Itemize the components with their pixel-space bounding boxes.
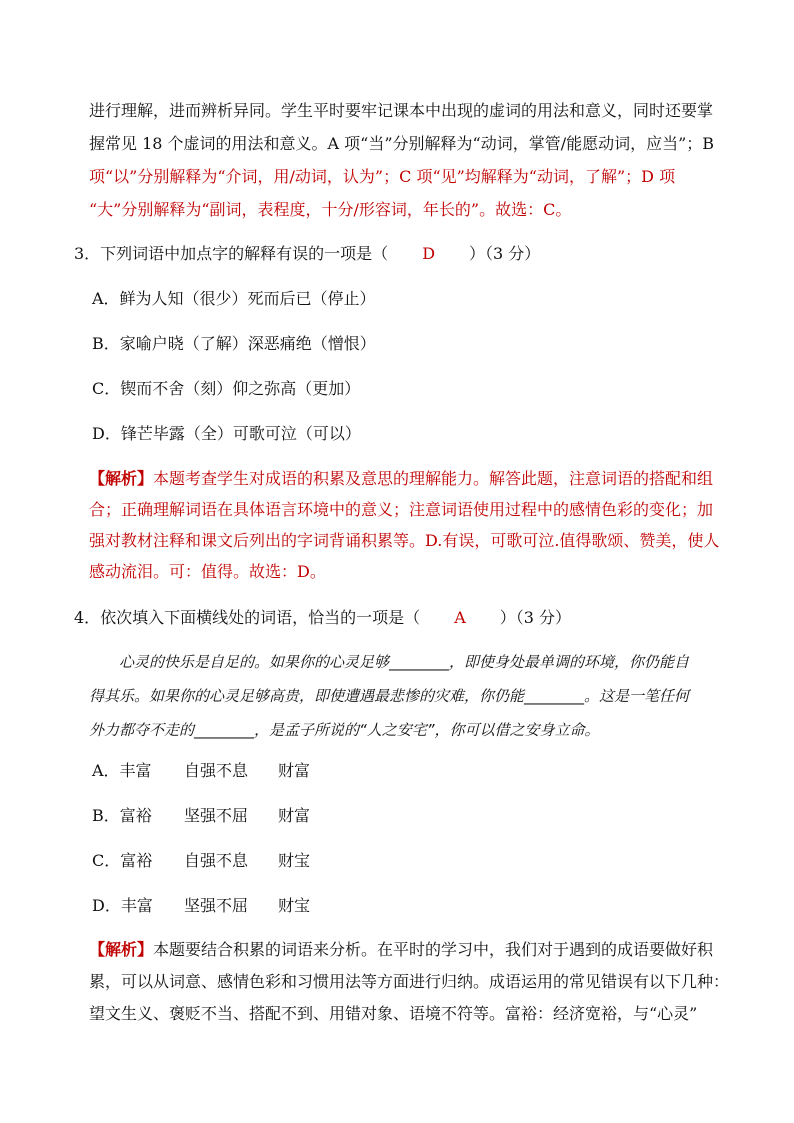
option-d-word-1: D．丰富: [92, 896, 153, 915]
q3-analysis-text-1: 本题考查学生对成语的积累及意思的理解能力。解答此题，注意词语的搭配和组: [153, 469, 714, 488]
q3-analysis-line-4: 感动流泪。可：值得。故选：D。: [89, 562, 326, 581]
passage-line-3: 外力都夺不走的________，是孟子所说的“人之安宅”，你可以借之安身立命。: [89, 721, 600, 739]
analysis-tag: 【解析】: [89, 469, 154, 488]
q3-analysis-line-3: 强对教材注释和课文后列出的字词背诵积累等。D.有误，可歌可泣.值得歌颂、赞美，使人: [89, 531, 720, 550]
q3-analysis-line-1: [89, 463, 734, 494]
question-3-answer: D: [422, 244, 436, 263]
question-4-text: 4．依次填入下面横线处的词语，恰当的一项是（: [74, 608, 421, 627]
q4-analysis-line-1: [89, 934, 734, 965]
question-4-answer: A: [454, 608, 466, 627]
question-4-option-c: [92, 851, 732, 871]
option-d-word-3: 财宝: [278, 896, 311, 915]
option-a-word-3: 财富: [278, 761, 311, 780]
question-4-score: ）（3 分）: [499, 608, 572, 627]
top-line-1: 进行理解，进而辨析异同。学生平时要牢记课本中出现的虚词的用法和意义，同时还要掌: [89, 101, 714, 120]
question-3-option-a: A．鲜为人知（很少）死而后已（停止）: [92, 289, 376, 308]
question-3-option-b: B．家喻户晓（了解）深恶痛绝（憎恨）: [92, 334, 376, 353]
q4-analysis-line-3: 望文生义、褒贬不当、搭配不到、用错对象、语境不符等。富裕：经济宽裕，与“心灵”: [89, 1004, 698, 1023]
top-line-4: “大”分别解释为“副词，表程度，十分/形容词，年长的”。故选：C。: [89, 200, 572, 219]
option-a-word-1: A．丰富: [92, 761, 152, 780]
q4-analysis-text-1: 本题要结合积累的词语来分析。在平时的学习中，我们对于遇到的成语要做好积: [153, 940, 714, 959]
top-line-3: 项“以”分别解释为“介词，用/动词，认为”；C 项“见”均解释为“动词，了解”；D 项: [89, 167, 676, 186]
question-3-option-d: D．锋芒毕露（全）可歌可泣（可以）: [92, 424, 361, 443]
q3-analysis-line-2: 合；正确理解词语在具体语言环境中的意义；注意词语使用过程中的感情色彩的变化；加: [89, 500, 714, 519]
question-4-stem: [74, 608, 734, 628]
passage-line-1: 心灵的快乐是自足的。如果你的心灵足够________，即使身处最单调的环境，你仍能自: [119, 653, 690, 671]
option-c-word-2: 自强不息: [184, 851, 249, 870]
option-c-word-1: C．富裕: [92, 851, 153, 870]
q4-analysis-line-2: 累，可以从词意、感情色彩和习惯用法等方面进行归纳。成语运用的常见错误有以下几种：: [89, 972, 730, 991]
analysis-tag: 【解析】: [89, 940, 154, 959]
question-3-stem: [74, 244, 734, 264]
option-a-word-2: 自强不息: [184, 761, 249, 780]
question-3-option-c: C．锲而不舍（刻）仰之弥高（更加）: [92, 379, 361, 398]
question-4-option-d: [92, 896, 732, 916]
option-c-word-3: 财宝: [278, 851, 311, 870]
question-3-score: ）（3 分）: [469, 244, 541, 263]
question-4-option-a: [92, 761, 732, 781]
passage-line-2: 得其乐。如果你的心灵足够高贵，即使遭遇最悲惨的灾难，你仍能________。这是一笔任何: [89, 687, 690, 705]
option-d-word-2: 坚强不屈: [184, 896, 249, 915]
option-b-word-3: 财富: [278, 806, 311, 825]
option-b-word-2: 坚强不屈: [184, 806, 249, 825]
question-3-text: 3．下列词语中加点字的解释有误的一项是（: [74, 244, 389, 263]
question-4-option-b: [92, 806, 732, 826]
option-b-word-1: B．富裕: [92, 806, 152, 825]
top-line-2: 握常见 18 个虚词的用法和意义。A 项“当”分别解释为“动词，掌管/能愿动词，应当”；B: [89, 134, 715, 153]
